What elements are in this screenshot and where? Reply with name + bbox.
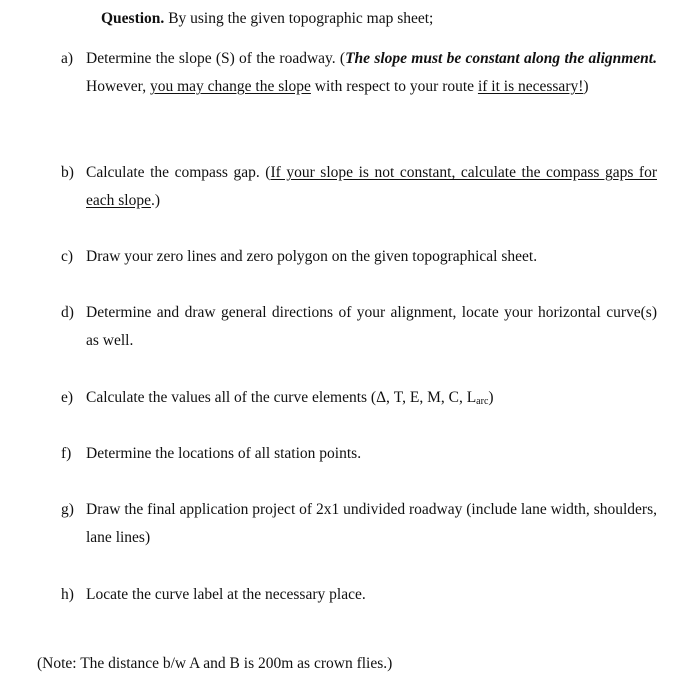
item-f (61, 440, 657, 468)
item-a (61, 45, 657, 129)
item-e-subscript: arc (476, 396, 489, 407)
item-e-close: ) (488, 389, 494, 406)
item-a-part-3: However, (86, 78, 150, 95)
item-e (61, 384, 657, 412)
item-b-part-1: Calculate the compass gap. ( (86, 164, 271, 181)
item-h (61, 581, 657, 609)
item-e-text (86, 384, 657, 416)
item-a-underline-1: you may change the slope (149, 78, 311, 95)
item-b-part-3: .) (150, 192, 161, 209)
item-e-letter: e) (61, 389, 74, 406)
item-d (61, 299, 657, 355)
item-b-underline: If your slope is not constant, calculate the compass gaps for each slope (86, 164, 657, 209)
item-a-part-5: with respect to your route (310, 78, 478, 95)
item-a-underline-2: if it is necessary! (477, 78, 584, 95)
item-b-text (86, 159, 657, 215)
item-b (61, 159, 657, 215)
item-h-letter: h) (61, 586, 74, 603)
item-c-text: Draw your zero lines and zero polygon on the given topographical sheet. (86, 248, 538, 265)
item-e-part-1: Calculate the values all of the curve elements (Δ, T, E, M, C, L (86, 389, 477, 406)
item-d-letter: d) (61, 304, 74, 321)
item-g-text: Draw the final application project of 2x1 undivided roadway (include lane width, shoulders, lane lines) (86, 501, 657, 546)
item-a-part-1: Determine the slope (S) of the roadway. ( (86, 50, 346, 67)
item-a-part-7: ) (583, 78, 589, 95)
question-label: Question. (101, 10, 165, 27)
item-a-emphasis: The slope must be constant along the alignment. (345, 50, 657, 67)
item-g (61, 496, 657, 552)
item-c (61, 243, 657, 271)
item-h-text: Locate the curve label at the necessary place. (86, 586, 366, 603)
question-heading (101, 9, 433, 29)
note: (Note: The distance b/w A and B is 200m as crown flies.) (37, 655, 393, 672)
item-f-letter: f) (61, 445, 72, 462)
item-d-text: Determine and draw general directions of your alignment, locate your horizontal curve(s) as well. (86, 304, 657, 349)
item-b-letter: b) (61, 164, 74, 181)
item-f-text: Determine the locations of all station points. (86, 445, 362, 462)
item-c-letter: c) (61, 248, 74, 265)
question-text: By using the given topographic map sheet; (164, 10, 434, 27)
item-a-text (86, 45, 657, 101)
item-a-letter: a) (61, 50, 74, 67)
item-g-letter: g) (61, 501, 74, 518)
